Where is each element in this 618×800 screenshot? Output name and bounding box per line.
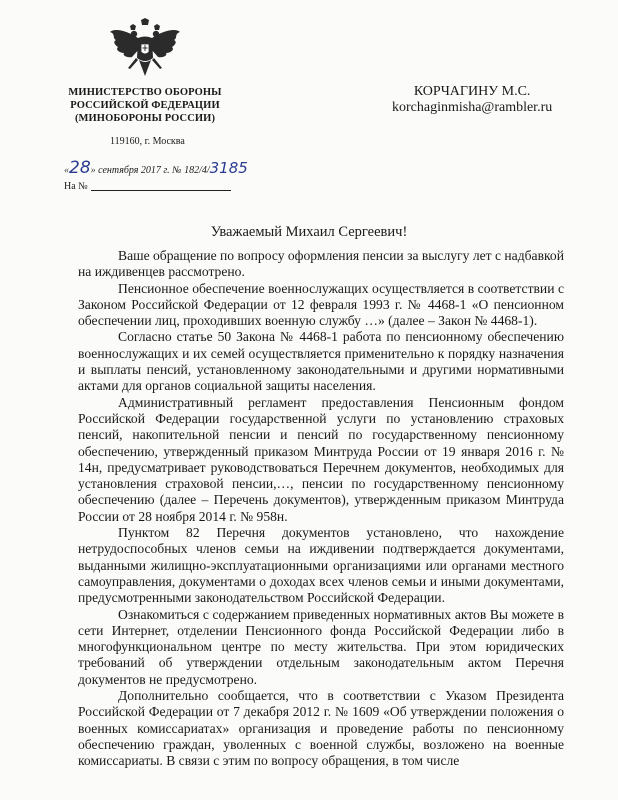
org-line: (МИНОБОРОНЫ РОССИИ) (74, 113, 216, 124)
body-paragraph: Согласно статье 50 Закона № 4468-1 работа по пенсионному обеспечению военнослужащих и их семей осуществляется применительно к порядку назначения и выплаты пенсий, установленному законодательными и другими нормативными актами для органов социальной защиты населения. (78, 329, 564, 394)
org-line: РОССИЙСКОЙ ФЕДЕРАЦИИ (70, 100, 220, 111)
org-line: МИНИСТЕРСТВО ОБОРОНЫ (68, 87, 222, 98)
letter-body (78, 248, 564, 770)
body-paragraph: Ознакомиться с содержанием приведенных нормативных актов Вы можете в сети Интернет, отделении Пенсионного фонда Российской Федерации либо в многофункциональном центре по месту жительства. При этом юридических требований об утверждении отдельным законодательным актом Перечня документов не предусмотрено. (78, 606, 564, 687)
body-paragraph: Пенсионное обеспечение военнослужащих осуществляется в соответствии с Законом Российской Федерации от 12 февраля 1993 г. № 4468-1 «О пенсионном обеспечении лиц, проходивших военную службу …» (далее – Закон № 4468-1). (78, 280, 564, 329)
handwritten-reg-number: 3185 (209, 159, 248, 177)
reference-label: На № (64, 181, 88, 192)
salutation: Уважаемый Михаил Сергеевич! (210, 224, 408, 240)
organization-name (60, 86, 230, 125)
recipient-block (392, 84, 552, 116)
recipient-name: КОРЧАГИНУ М.С. (413, 84, 531, 99)
body-paragraph: Дополнительно сообщается, что в соответствии с Указом Президента Российской Федерации от 7 декабря 2012 г. № 1609 «Об утверждении положения о военных комиссариатах» организация и проведение работы по пенсионному обеспечению граждан, уволенных с военной службы, возложено на военные комиссариаты. В связи с этим по вопросу обращения, в том числе (78, 688, 564, 769)
date-open-quote: « (64, 165, 69, 176)
reference-line (64, 180, 231, 192)
date-and-number: сентября 2017 г. № 182/4/ (95, 165, 210, 176)
handwritten-day: 28 (69, 158, 91, 178)
date-close-quote: » (90, 165, 96, 176)
body-paragraph: Административный регламент предоставления Пенсионным фондом Российской Федерации государственной услуги по установлению страховых пенсий, накопительной пенсии и пенсий по государственному пенсионному обеспечению, утвержденный приказом Минтруда России от 19 января 2016 г. № 14н, предусматривает руководствоваться Перечнем документов, необходимых для установления страховой пенсии,…, пенсии по государственному пенсионному обеспечению (далее – Перечень документов), утвержденным приказом Минтруда России от 28 ноября 2014 г. № 958н. (78, 394, 564, 524)
body-paragraph: Пунктом 82 Перечня документов установлено, что нахождение нетрудоспособных членов семьи на иждивении подтверждается документами, выданными жилищно-эксплуатационными организациями или органами местного самоуправления, документами о доходах всех членов семьи и иными документами, предусмотренными законодательством Российской Федерации. (78, 525, 564, 606)
body-paragraph: Ваше обращение по вопросу оформления пенсии за выслугу лет с надбавкой на иждивенцев рассмотрено. (78, 248, 564, 280)
sender-address: 119160, г. Москва (110, 136, 185, 147)
reference-blank (91, 180, 231, 191)
recipient-email: korchaginmisha@rambler.ru (392, 100, 553, 115)
double-headed-eagle-emblem (108, 18, 182, 82)
letter-date-line (64, 158, 248, 178)
